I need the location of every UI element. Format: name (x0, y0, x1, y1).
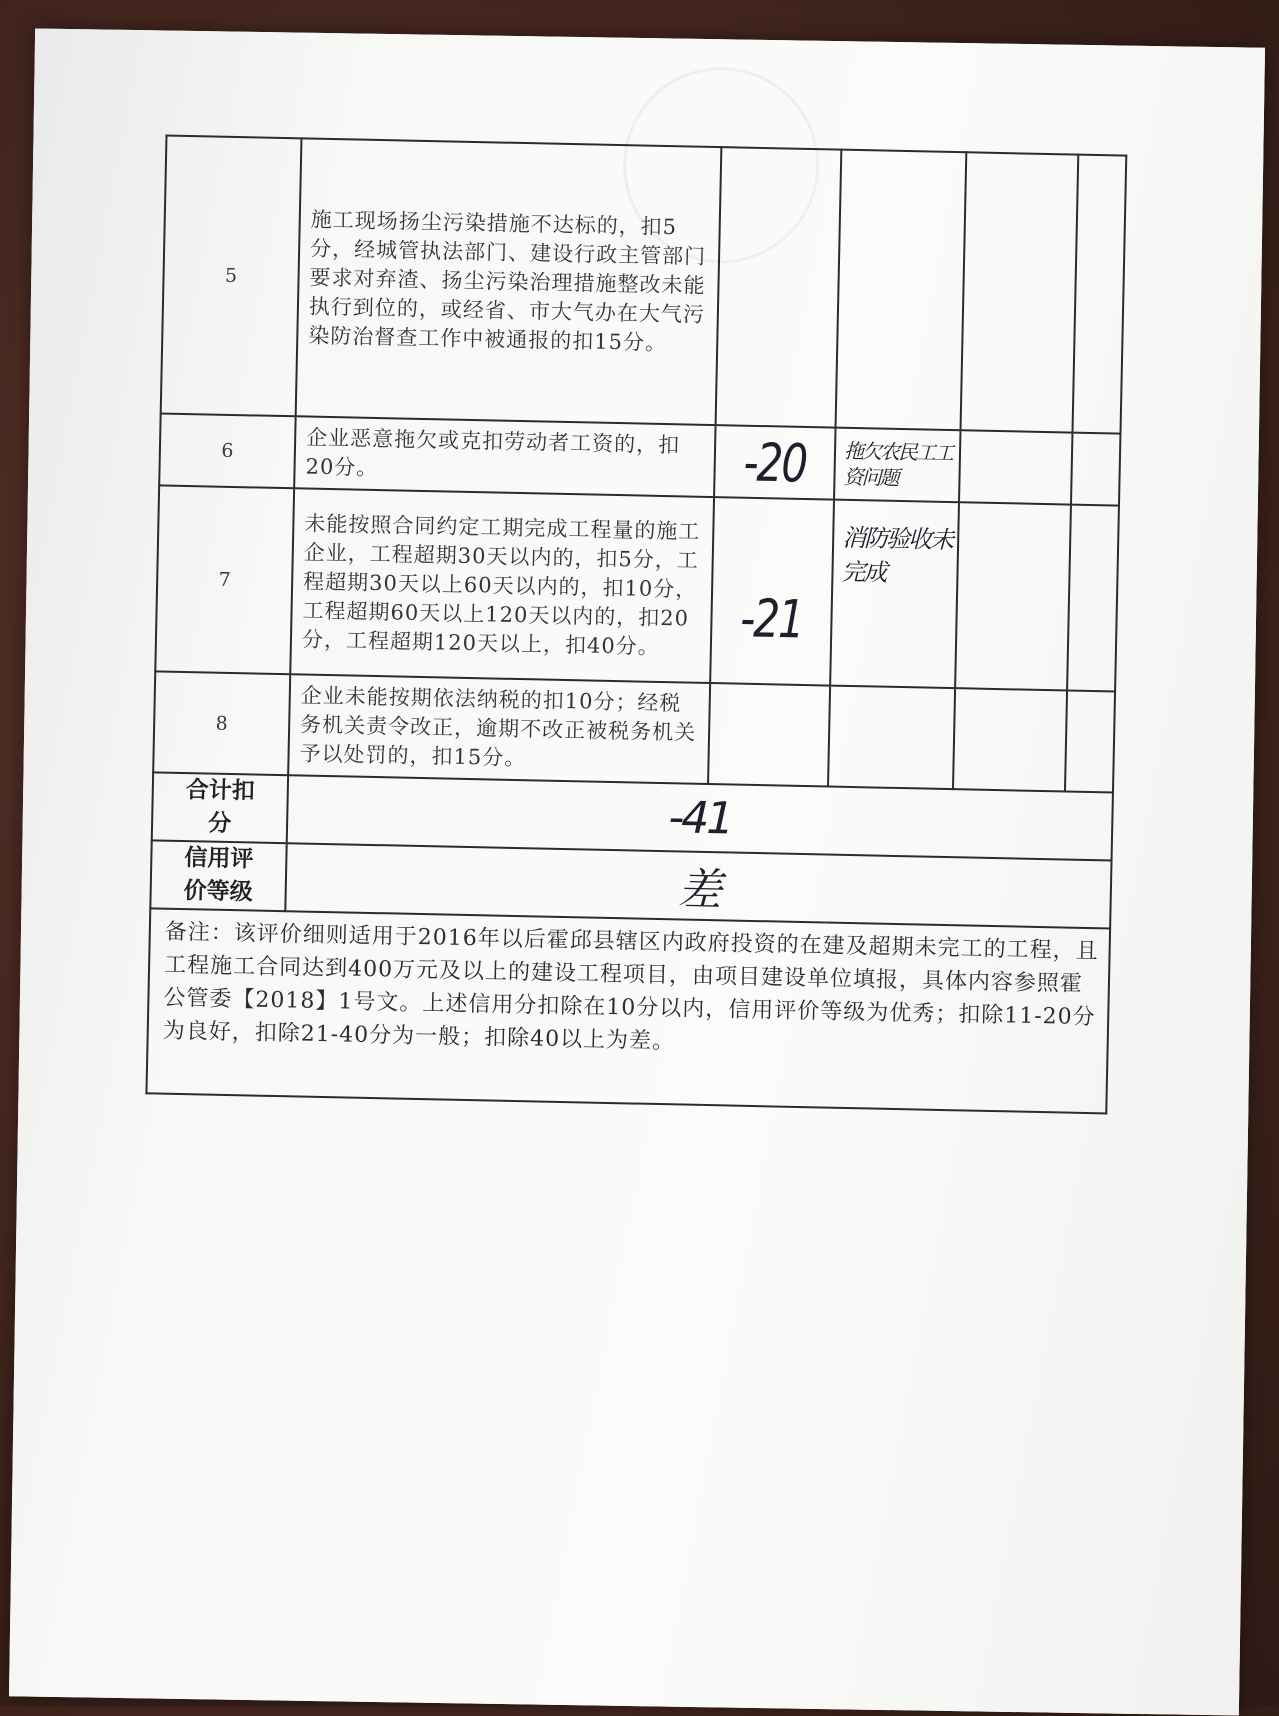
deduction-cell (716, 147, 842, 427)
empty-cell (953, 688, 1067, 791)
empty-cell (1067, 505, 1119, 692)
table-row (153, 671, 1115, 792)
deduction-cell: -20 (714, 425, 835, 499)
empty-cell (1072, 155, 1126, 434)
criterion-text: 未能按照合同约定工期完成工程量的施工企业，工程超期30天以内的，扣5分，工程超期30天以上60天以内的，扣10分，工程超期60天以上120天以内的，扣20分，工程超期120天以上，扣40分。 (290, 488, 714, 683)
note-cell (836, 150, 967, 431)
note-cell: 拖欠农民工工资问题 (834, 428, 960, 503)
total-label: 合计扣分 (152, 772, 288, 843)
note-cell: 消防验收未完成 (830, 500, 959, 689)
rating-value: 差 (285, 843, 1111, 928)
empty-cell (1065, 691, 1115, 793)
note-cell (828, 686, 955, 790)
total-value: -41 (287, 775, 1113, 860)
deduction-cell: -21 (710, 497, 834, 685)
deduction-cell (708, 683, 830, 786)
credit-evaluation-table (145, 135, 1127, 1115)
empty-cell (955, 502, 1071, 690)
table-row (155, 485, 1119, 691)
empty-cell (959, 430, 1072, 504)
criterion-text: 施工现场扬尘污染措施不达标的，扣5分，经城管执法部门、建设行政主管部门要求对弃渣、扬尘污染治理措施整改未能执行到位的，或经省、市大气办在大气污染防治督查工作中被通报的扣15分。 (296, 138, 722, 425)
empty-cell (1071, 433, 1120, 506)
table-row (161, 136, 1127, 434)
row-number: 7 (155, 485, 294, 674)
remarks-row (146, 908, 1110, 1113)
row-number: 5 (161, 136, 302, 417)
paper-sheet (9, 28, 1265, 1715)
rating-label: 信用评价等级 (150, 840, 286, 911)
row-number: 8 (153, 671, 290, 775)
evaluation-form (145, 135, 1125, 1115)
row-number: 6 (159, 413, 295, 488)
empty-cell (961, 152, 1079, 432)
criterion-text: 企业未能按期依法纳税的扣10分；经税务机关责令改正，逾期不改正被税务机关予以处罚的，扣15分。 (288, 674, 710, 784)
criterion-text: 企业恶意拖欠或克扣劳动者工资的，扣20分。 (294, 416, 715, 497)
remarks-text: 备注：该评价细则适用于2016年以后霍邱县辖区内政府投资的在建及超期未完工的工程，且工程施工合同达到400万元及以上的建设工程项目，由项目建设单位填报，具体内容参照霍公管委【2018】1号文。上述信用分扣除在10分以内，信用评价等级为优秀；扣除11-20分为良好，扣除21-40分为一般；扣除40以上为差。 (146, 908, 1110, 1113)
